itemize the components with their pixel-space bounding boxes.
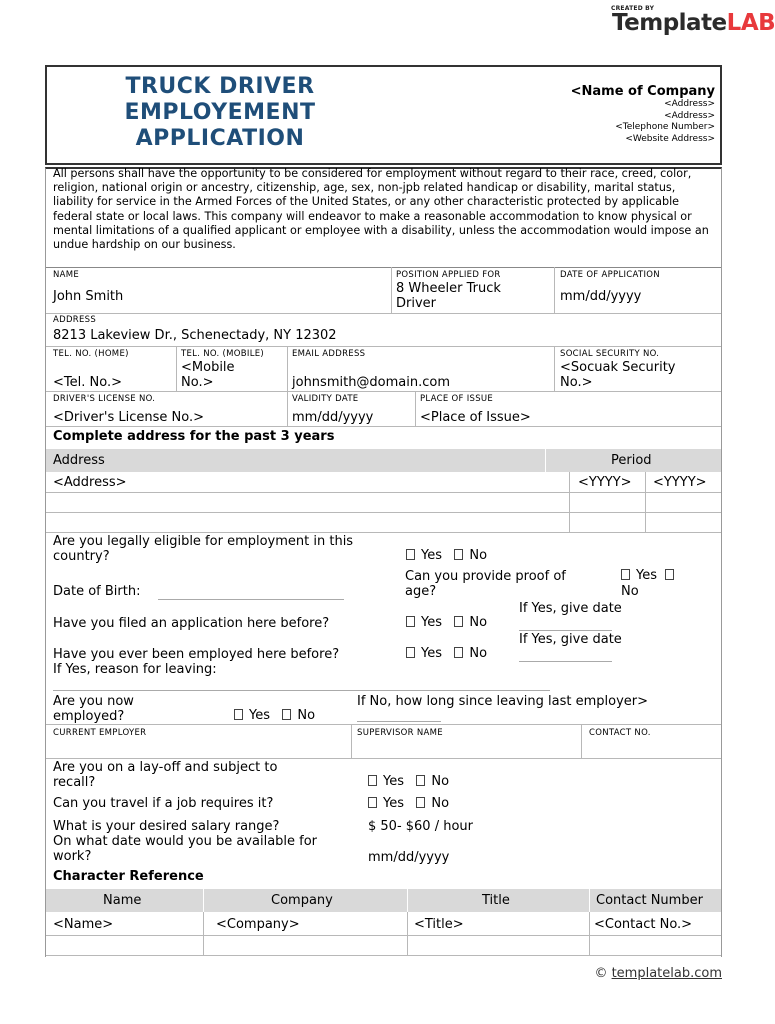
how-long-field[interactable] [357,721,441,722]
eligible-yes-checkbox[interactable] [406,549,415,560]
company-info [571,84,715,145]
proof-yes-checkbox[interactable] [621,569,630,580]
address-label: ADDRESS [53,315,97,325]
employed-before-options[interactable]: Yes No [406,646,487,661]
date-of-application-label: DATE OF APPLICATION [560,270,660,280]
date-of-birth-label: Date of Birth: [53,584,141,599]
filed-no-checkbox[interactable] [454,616,463,627]
now-employed-yes-checkbox[interactable] [234,709,243,720]
ref-contact-header: Contact Number [596,893,703,908]
reason-for-leaving-field[interactable] [53,690,550,691]
tel-mobile-value[interactable]: <Mobile No.> [181,360,235,390]
ref-name-cell[interactable]: <Name> [53,917,114,932]
proof-no-label: No [621,584,639,599]
history-address-cell[interactable]: <Address> [53,475,127,490]
now-employed-options[interactable]: Yes No [234,708,315,723]
layoff-yes-checkbox[interactable] [368,775,377,786]
license-value[interactable]: <Driver's License No.> [53,410,204,425]
now-employed-no-checkbox[interactable] [282,709,291,720]
travel-question: Can you travel if a job requires it? [53,796,274,811]
supervisor-label: SUPERVISOR NAME [357,728,443,738]
employed-before-question: Have you ever been employed here before? [53,647,340,662]
filed-date-label: If Yes, give date [519,601,622,616]
employed-date-field[interactable] [519,661,612,662]
history-from-cell[interactable]: <YYYY> [578,475,632,490]
email-label: EMAIL ADDRESS [292,349,366,359]
name-value[interactable]: John Smith [53,289,124,304]
proof-no-checkbox[interactable] [665,569,674,580]
current-employer-label: CURRENT EMPLOYER [53,728,147,738]
salary-question: What is your desired salary range? [53,819,280,834]
eligible-no-checkbox[interactable] [454,549,463,560]
position-value[interactable]: 8 Wheeler Truck Driver [396,281,501,311]
now-employed-question: Are you now employed? [53,694,134,724]
eligible-question: Are you legally eligible for employment in this country? [53,534,354,564]
ref-title-cell[interactable]: <Title> [414,917,464,932]
name-label: NAME [53,270,80,280]
filed-before-question: Have you filed an application here before? [53,616,330,631]
email-value[interactable]: johnsmith@domain.com [292,375,451,390]
validity-value[interactable]: mm/dd/yyyy [292,410,374,425]
place-of-issue-label: PLACE OF ISSUE [420,394,494,404]
proof-options[interactable]: Yes [621,568,680,583]
salary-value[interactable]: $ 50- $60 / hour [368,819,474,834]
company-address-1: <Address> [664,99,715,109]
travel-options[interactable]: Yes No [368,796,449,811]
layoff-question: Are you on a lay-off and subject to recall? [53,760,278,790]
employed-before-yes-checkbox[interactable] [406,647,415,658]
tel-home-value[interactable]: <Tel. No.> [53,375,122,390]
address-history-heading: Complete address for the past 3 years [53,429,335,444]
filed-options[interactable]: Yes No [406,615,487,630]
filed-date-field[interactable] [519,630,612,631]
availability-value[interactable]: mm/dd/yyyy [368,850,450,865]
address-value[interactable]: 8213 Lakeview Dr., Schenectady, NY 12302 [53,328,337,343]
reason-for-leaving-label: If Yes, reason for leaving: [53,662,217,677]
company-website: <Website Address> [625,133,715,144]
ssn-label: SOCIAL SECURITY NO. [560,349,660,359]
character-reference-heading: Character Reference [53,869,204,884]
employed-date-label: If Yes, give date [519,632,622,647]
footer-link[interactable]: © templatelab.com [594,966,722,981]
address-column-header: Address [53,453,105,468]
logo-created-by: CREATED BY [611,5,655,12]
layoff-no-checkbox[interactable] [416,775,425,786]
templatelab-logo: TemplateLAB [612,10,775,36]
company-name: <Name of Company [570,84,715,99]
history-to-cell[interactable]: <YYYY> [653,475,707,490]
equal-opportunity-notice: All persons shall have the opportunity to be considered for employment without regard to their race, creed, color, religion, national origin or ancestry, citizenship, age, sex, non-jpb related handicap or disability, marital status, liability for service in the Armed Forces of the United States, or any other characteristic protected by applicable federal state or local laws. This company will endeavor to make a reasonable accommodation to know physical or mental limitations of a qualified applicant or employee with a disability, unless the accommodation would impose an undue hardship on our business. [53,167,709,252]
ref-contact-cell[interactable]: <Contact No.> [594,917,693,932]
travel-no-checkbox[interactable] [416,797,425,808]
tel-home-label: TEL. NO. (HOME) [53,349,129,359]
tel-mobile-label: TEL. NO. (MOBILE) [181,349,265,359]
ref-company-header: Company [271,893,333,908]
company-phone: <Telephone Number> [615,122,715,132]
ssn-value[interactable]: <Socuak Security No.> [560,360,676,390]
period-column-header: Period [611,453,652,468]
ref-company-cell[interactable]: <Company> [216,917,300,932]
position-label: POSITION APPLIED FOR [396,270,501,280]
form-title: TRUCK DRIVER EMPLOYEMENT APPLICATION [124,74,316,151]
layoff-options[interactable]: Yes No [368,774,449,789]
contact-no-label: CONTACT NO. [589,728,651,738]
date-of-birth-field[interactable] [158,599,344,600]
proof-of-age-question: Can you provide proof of age? [405,569,566,599]
employed-before-no-checkbox[interactable] [454,647,463,658]
filed-yes-checkbox[interactable] [406,616,415,627]
validity-label: VALIDITY DATE [292,394,359,404]
place-of-issue-value[interactable]: <Place of Issue> [420,410,531,425]
ref-title-header: Title [482,893,510,908]
ref-name-header: Name [103,893,142,908]
travel-yes-checkbox[interactable] [368,797,377,808]
availability-question: On what date would you be available for work? [53,834,318,864]
how-long-question: If No, how long since leaving last employer> [357,694,649,709]
date-of-application-value[interactable]: mm/dd/yyyy [560,289,642,304]
eligible-options[interactable]: Yes No [406,548,487,563]
company-address-2: <Address> [664,110,715,121]
license-label: DRIVER'S LICENSE NO. [53,394,156,404]
